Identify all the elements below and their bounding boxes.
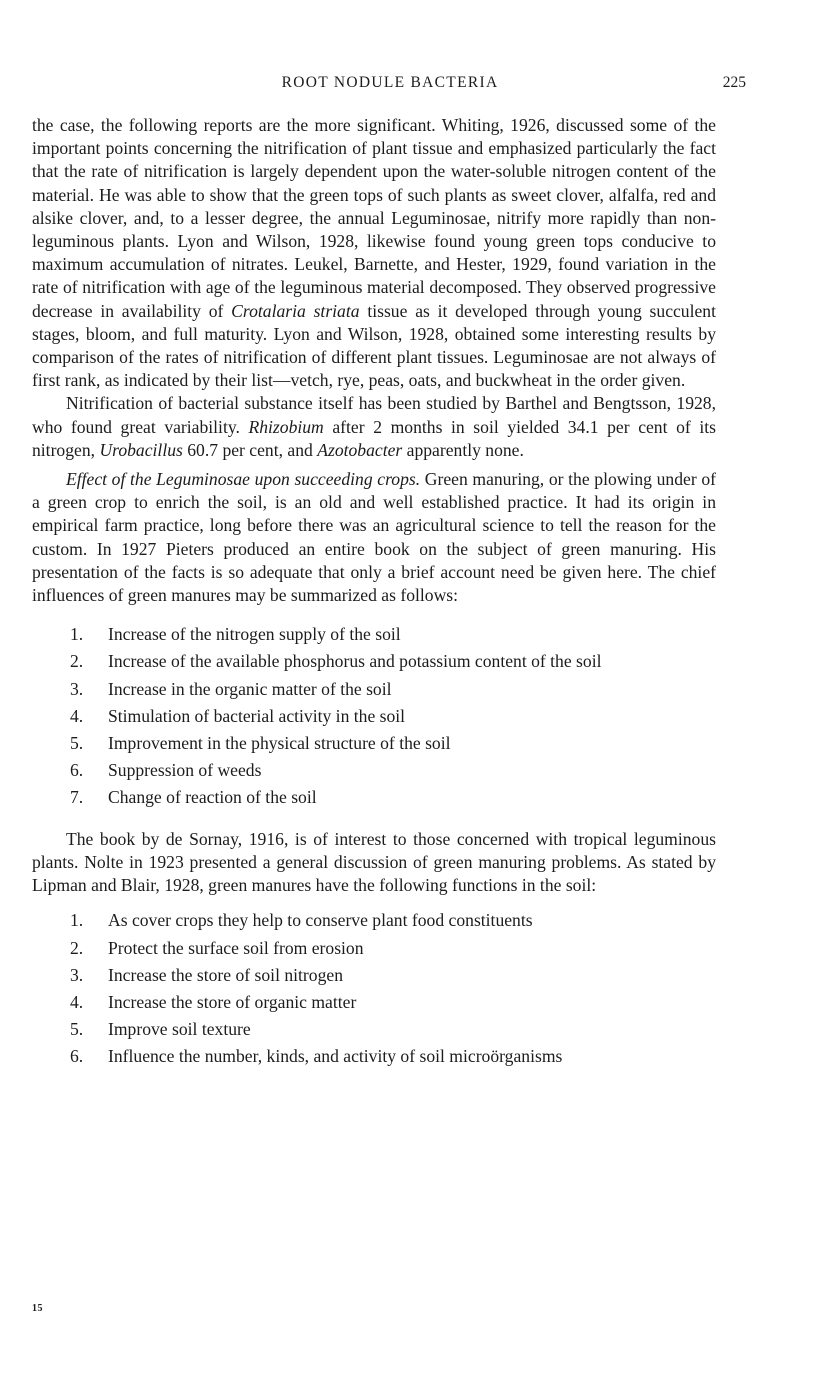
list-item-text: Protect the surface soil from erosion [108, 937, 364, 958]
genus-name: Azotobacter [317, 439, 403, 460]
list-item-number: 3. [70, 678, 84, 699]
paragraph-continuation [32, 114, 716, 392]
list-item [32, 784, 716, 811]
body-text [32, 114, 716, 1071]
list-item-text: Increase in the organic matter of the soil [108, 678, 392, 699]
list-item-text: Improvement in the physical structure of the soil [108, 733, 451, 754]
list-item-text: Increase of the nitrogen supply of the soil [108, 624, 401, 645]
list-item-number: 1. [70, 624, 84, 645]
list-item-text: Improve soil texture [108, 1019, 251, 1040]
paragraph-text: the case, the following reports are the more significant. Whiting, 1926, discussed some of the important points concerning the nitrification of plant tissue and emphasized particularly the fact that the rate of nitrification is largely dependent upon the water-soluble nitrogen content of the material. He was able to show that the green tops of such plants as sweet clover, alfalfa, red and alsike clover, and, to a lesser degree, the annual Leguminosae, nitrify more rapidly than non-leguminous plants. Lyon and Wilson, 1928, likewise found young green tops conducive to maximum accumulation of nitrates. Leukel, Barnette, and Hester, 1929, found variation in the rate of nitrification with age of the leguminous material decomposed. They observed progressive decrease in availability of [32, 115, 716, 321]
page-number: 225 [722, 74, 746, 91]
list-item [32, 676, 716, 703]
functions-list [32, 907, 716, 1070]
list-item-text: As cover crops they help to conserve plant food constituents [108, 910, 533, 931]
paragraph-text: Green manuring, or the plowing under of a green crop to enrich the soil, is an old and well established practice. It had its origin in empirical farm practice, long before there was an agricultural science to tell the reason for the custom. In 1927 Pieters produced an entire book on the subject of green manuring. His presentation of the facts is so adequate that only a brief account need be given here. The chief influences of green manures may be summarized as follows: [32, 469, 716, 606]
section-run-in-heading: Effect of the Leguminosae upon succeeding crops. [66, 469, 421, 490]
list-item [32, 962, 716, 989]
paragraph-text: 60.7 per cent, and [182, 439, 318, 460]
running-head [32, 74, 748, 98]
list-item-number: 1. [70, 910, 84, 931]
list-item-text: Stimulation of bacterial activity in the soil [108, 705, 406, 726]
list-item-number: 2. [70, 937, 84, 958]
list-item [32, 989, 716, 1016]
list-item [32, 621, 716, 648]
species-name: Crotalaria striata [231, 300, 360, 321]
list-item-number: 3. [70, 964, 84, 985]
list-item [32, 935, 716, 962]
list-item-number: 6. [70, 1046, 84, 1067]
paragraph-text: after 2 months in soil yielded 34.1 per cent of its nitrogen, [32, 416, 716, 460]
running-title: ROOT NODULE BACTERIA [281, 74, 499, 91]
influences-list [32, 621, 716, 811]
list-item-text: Increase of the available phosphorus and potassium content of the soil [108, 651, 602, 672]
list-item [32, 757, 716, 784]
list-item-text: Increase the store of soil nitrogen [108, 964, 343, 985]
list-item-text: Suppression of weeds [108, 760, 262, 781]
list-item-number: 4. [70, 991, 84, 1012]
paragraph-green-manuring [32, 468, 716, 607]
list-item-number: 4. [70, 705, 84, 726]
list-item [32, 730, 716, 757]
paragraph-text: Nitrification of bacterial substance itself has been studied by Barthel and Bengtsson, 1928, who found great variability. [32, 393, 716, 437]
list-item-number: 2. [70, 651, 84, 672]
list-item-number: 7. [70, 787, 84, 808]
genus-name: Urobacillus [99, 439, 183, 460]
signature-mark: 15 [32, 1303, 43, 1314]
list-item-number: 6. [70, 760, 84, 781]
list-item [32, 1043, 716, 1070]
genus-name: Rhizobium [248, 416, 324, 437]
list-item-number: 5. [70, 733, 84, 754]
list-item-text: Change of reaction of the soil [108, 787, 317, 808]
list-item [32, 1016, 716, 1043]
paragraph-functions [32, 828, 716, 898]
list-item [32, 703, 716, 730]
paragraph-text: The book by de Sornay, 1916, is of interest to those concerned with tropical leguminous plants. Nolte in 1923 presented a general discussion of green manuring problems. As stated by Lipman and Blair, 1928, green manures have the following functions in the soil: [32, 828, 716, 896]
paragraph-text: apparently none. [402, 439, 524, 460]
paragraph-nitrification [32, 392, 716, 462]
list-item-text: Increase the store of organic matter [108, 991, 357, 1012]
list-item [32, 907, 716, 934]
list-item-number: 5. [70, 1019, 84, 1040]
list-item-text: Influence the number, kinds, and activity of soil microörganisms [108, 1046, 563, 1067]
paragraph-text: tissue as it developed through young succulent stages, bloom, and full maturity. Lyon and Wilson, 1928, obtained some interesting results by comparison of the rates of nitrification of different plant tissues. Leguminosae are not always of first rank, as indicated by their list—vetch, rye, peas, oats, and buckwheat in the order given. [32, 300, 716, 391]
list-item [32, 648, 716, 675]
